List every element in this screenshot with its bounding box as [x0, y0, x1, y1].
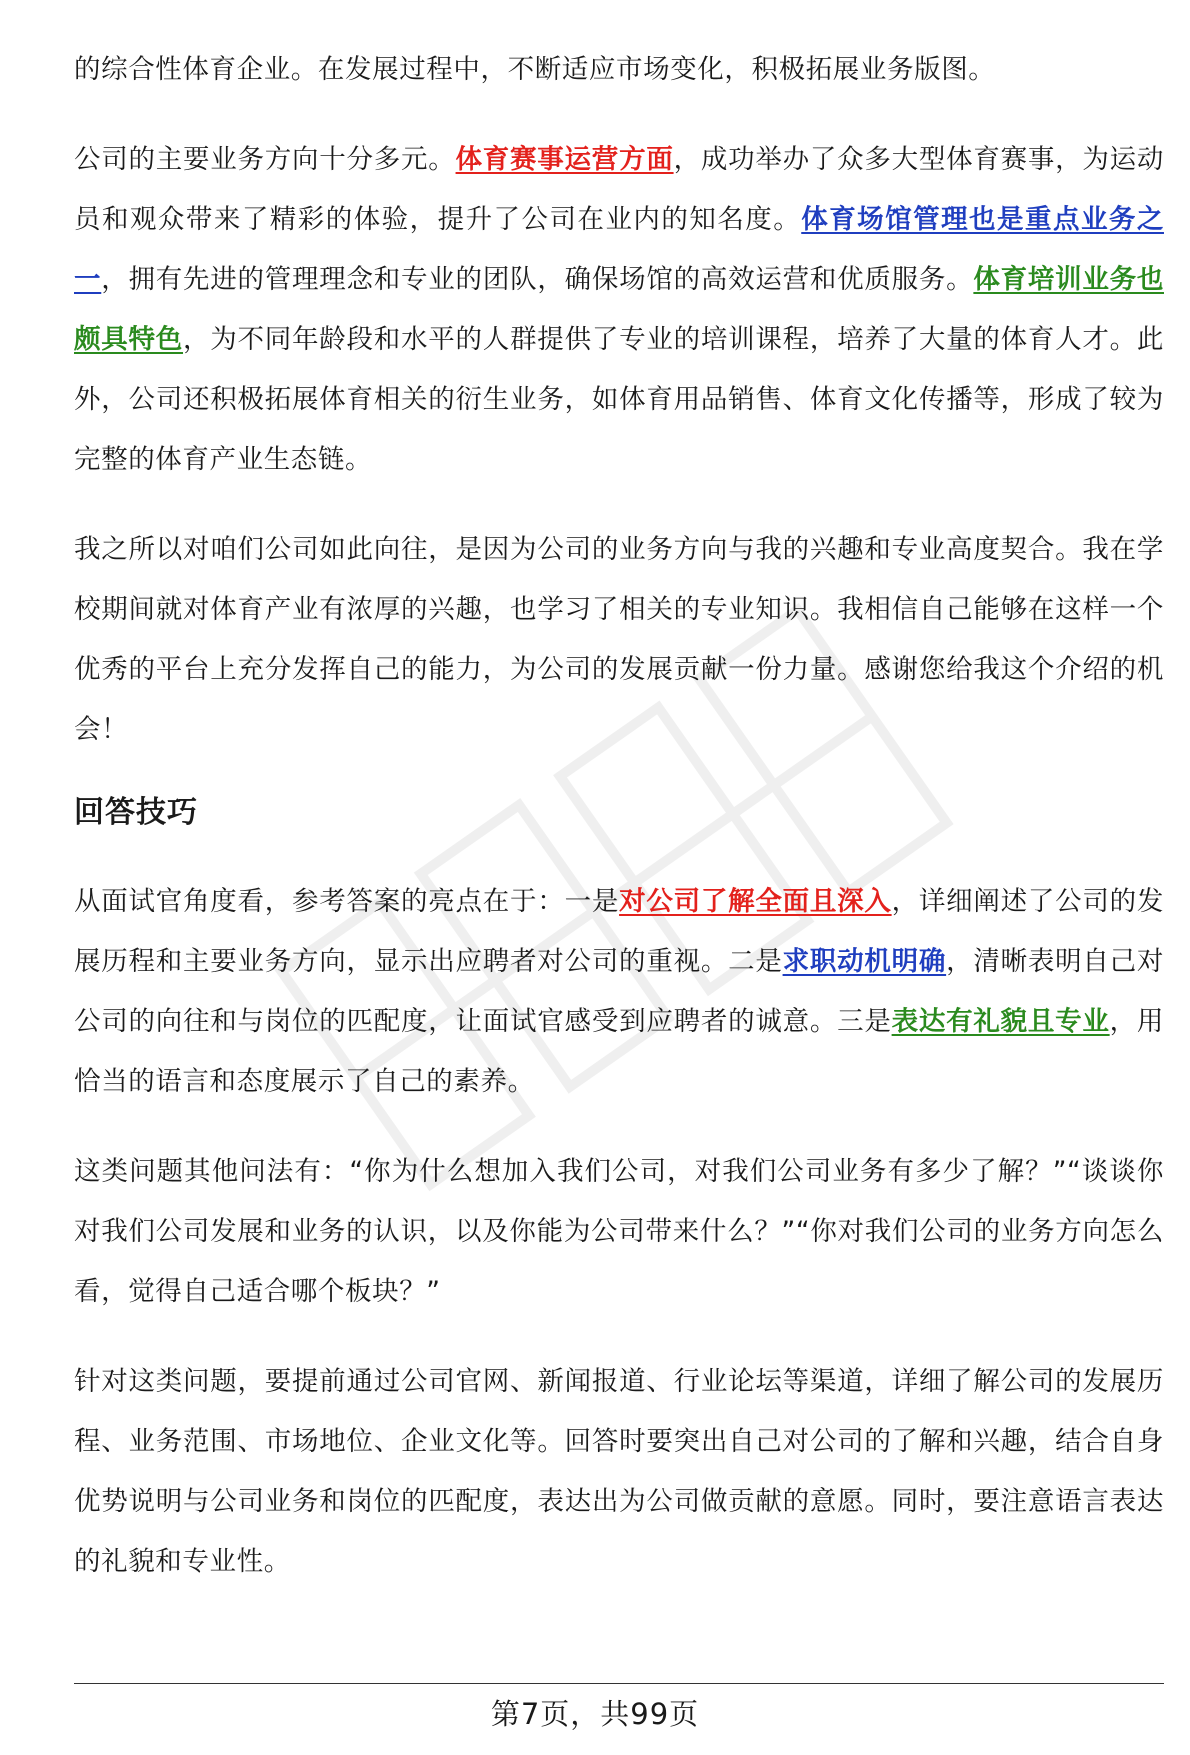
text-segment: ，为不同年龄段和水平的人群提供了专业的培训课程，培养了大量的体育人才。此外，公司还积极拓展体育相关的衍生业务，如体育用品销售、体育文化传播等，形成了较为完整的体育产业生态链。 [74, 324, 1164, 475]
text-segment: ，详细阐述了公司的发展历程和主要业务方向，显示出应聘者对公司的重视。二是 [74, 886, 1165, 977]
text-segment: 从面试官角度看，参考答案的亮点在于：一是 [74, 886, 620, 917]
text-segment: ，拥有先进的管理理念和专业的团队，确保场馆的高效运营和优质服务。 [101, 264, 974, 295]
text-segment: 这类问题其他问法有：“你为什么想加入我们公司，对我们公司业务有多少了解？”“谈谈你对我们公司发展和业务的认识，以及你能为公司带来什么？”“你对我们公司的业务方向怎么看，觉得自己适合哪个板块？” [74, 1156, 1164, 1307]
highlight-training-business: 体育培训业务也颇具特色 [74, 264, 1164, 355]
highlight-event-operations: 体育赛事运营方面 [455, 144, 674, 175]
page-number: 第7页，共99页 [490, 1697, 700, 1731]
highlight-company-knowledge: 对公司了解全面且深入 [619, 886, 892, 917]
paragraph-motivation [74, 520, 1164, 760]
paragraph-preparation-advice [74, 1352, 1164, 1592]
paragraph-alternative-questions [74, 1142, 1164, 1322]
section-heading-answer-tips: 回答技巧 [74, 795, 198, 830]
text-segment: ，用恰当的语言和态度展示了自己的素养。 [74, 1006, 1164, 1097]
text-segment: 公司的主要业务方向十分多元。 [74, 144, 456, 175]
highlight-clear-motivation: 求职动机明确 [782, 946, 947, 977]
footer-divider [74, 1683, 1164, 1684]
paragraph-business-directions [74, 130, 1164, 490]
text-segment: ，成功举办了众多大型体育赛事，为运动员和观众带来了精彩的体验，提升了公司在业内的知名度。 [74, 144, 1164, 235]
text-segment: 我之所以对咱们公司如此向往，是因为公司的业务方向与我的兴趣和专业高度契合。我在学校期间就对体育产业有浓厚的兴趣，也学习了相关的专业知识。我相信自己能够在这样一个优秀的平台上充分发挥自己的能力，为公司的发展贡献一份力量。感谢您给我这个介绍的机会！ [74, 534, 1164, 745]
paragraph-company-intro-end [74, 40, 1164, 100]
text-segment: ，清晰表明自己对公司的向往和与岗位的匹配度，让面试官感受到应聘者的诚意。三是 [74, 946, 1164, 1037]
document-body [74, 40, 1164, 1592]
text-segment: 针对这类问题，要提前通过公司官网、新闻报道、行业论坛等渠道，详细了解公司的发展历程、业务范围、市场地位、企业文化等。回答时要突出自己对公司的了解和兴趣，结合自身优势说明与公司业务和岗位的匹配度，表达出为公司做贡献的意愿。同时，要注意语言表达的礼貌和专业性。 [74, 1366, 1164, 1577]
text-segment: 的综合性体育企业。在发展过程中，不断适应市场变化，积极拓展业务版图。 [74, 54, 996, 85]
highlight-venue-management: 体育场馆管理也是重点业务之一 [74, 204, 1164, 295]
paragraph-tips-highlights [74, 872, 1164, 1112]
highlight-polite-professional: 表达有礼貌且专业 [891, 1006, 1110, 1037]
